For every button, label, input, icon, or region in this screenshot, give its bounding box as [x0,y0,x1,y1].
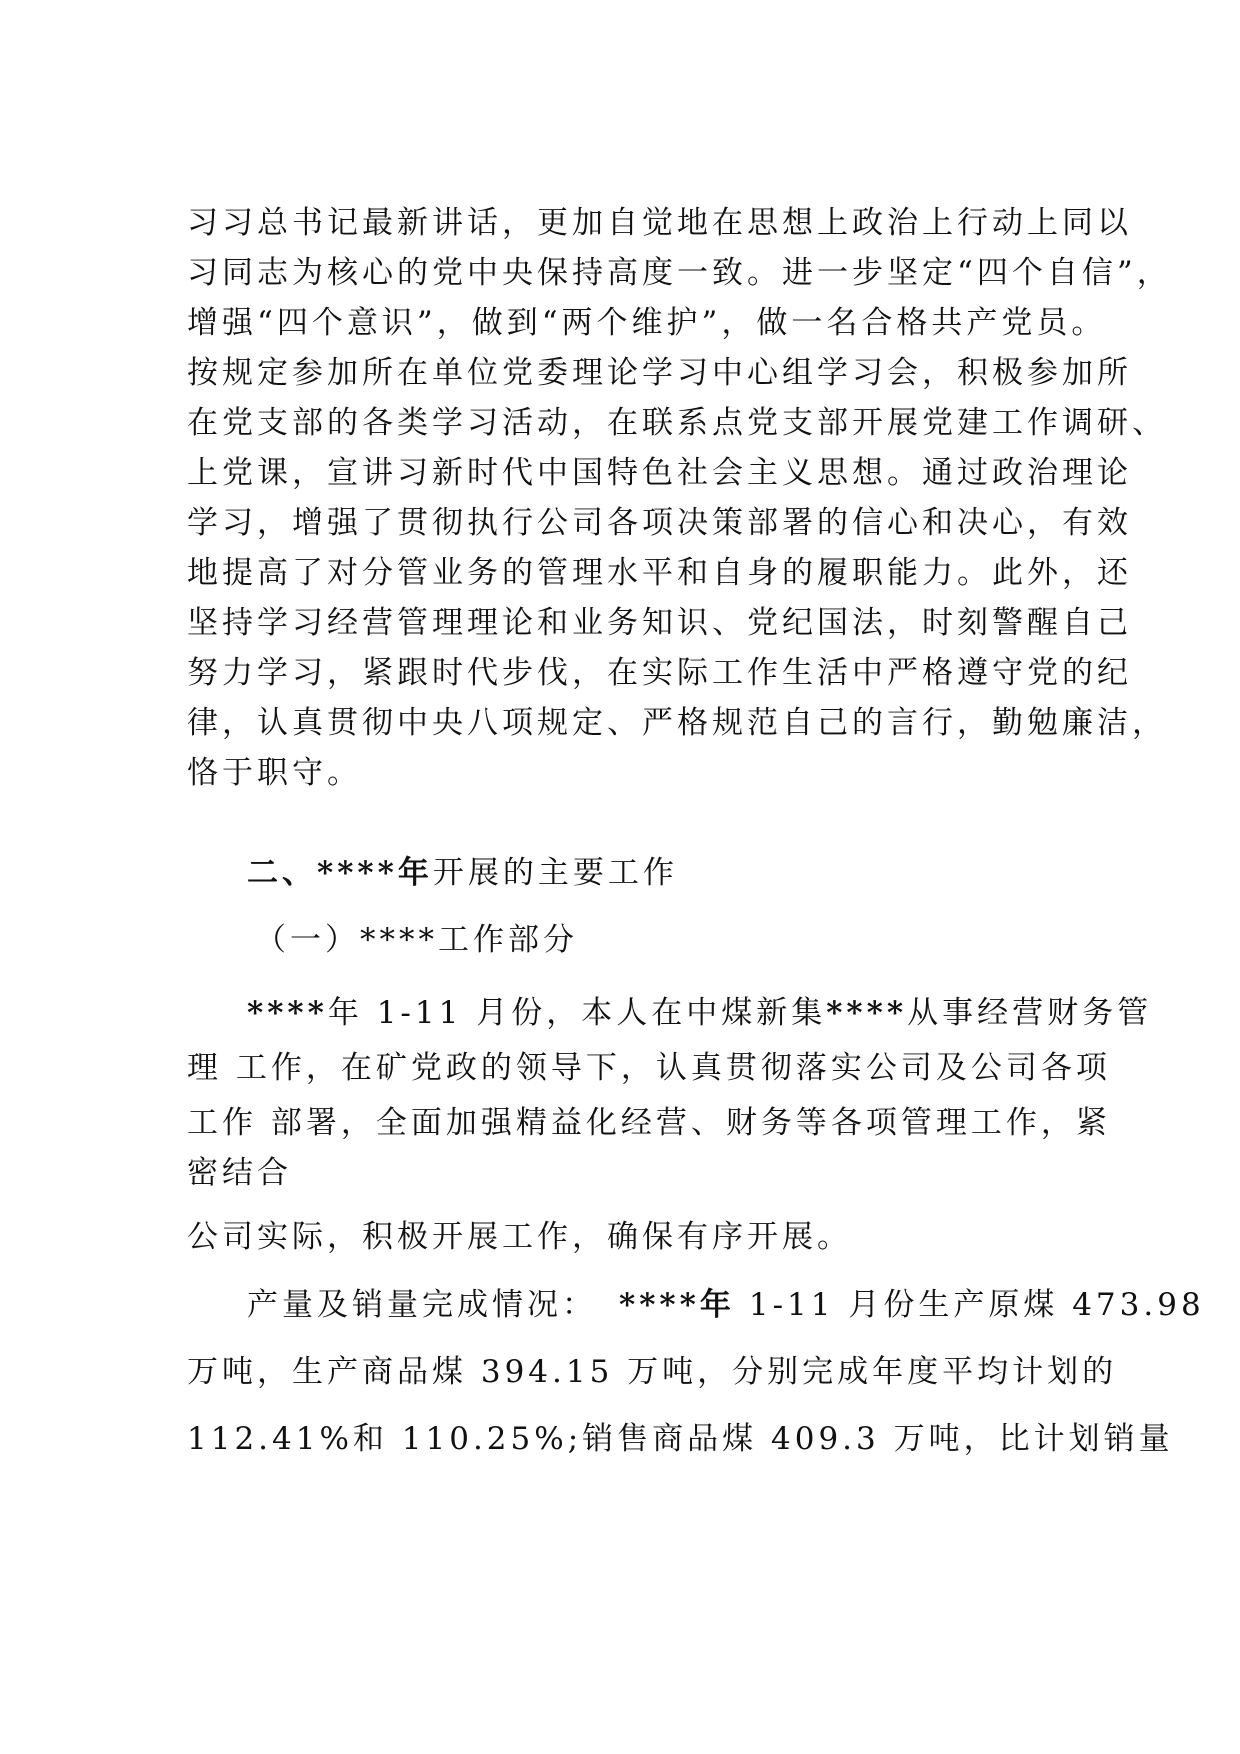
para2-text-2: 从事经营财务管 [907,995,1153,1031]
para3-line-3: 112.41%和 110.25%;销售商品煤 409.3 万吨，比计划销量 [187,1421,1174,1457]
section-heading-2-suffix: 开展的主要工作 [432,855,678,891]
para3-label: 产量及销量完成情况： [247,1287,597,1323]
section-heading-2-prefix: 二、****年 [247,855,433,891]
para2-text-1: 年 1-11 月份，本人在中煤新集 [327,995,827,1031]
para2-line-4: 密结合 [187,1155,292,1191]
para2-line-1 [247,993,1152,1033]
para2-mask-2: **** [826,995,908,1031]
text-line-12: 恪于职守。 [187,755,362,791]
text-line-6: 上党课，宣讲习新时代中国特色社会主义思想。通过政治理论 [187,455,1132,491]
text-line-5: 在党支部的各类学习活动，在联系点党支部开展党建工作调研、 [187,405,1167,441]
subsection-heading: （一）****工作部分 [255,922,578,958]
para2-line-3: 工作 部署，全面加强精益化经营、财务等各项管理工作，紧 [187,1105,1111,1141]
para3-line-2: 万吨，生产商品煤 394.15 万吨，分别完成年度平均计划的 [187,1354,1118,1390]
text-line-2: 习同志为核心的党中央保持高度一致。进一步坚定“四个自信”， [187,255,1172,291]
para3-line-1 [247,1285,1205,1325]
section-heading-2 [247,853,678,893]
text-line-9: 坚持学习经营管理理论和业务知识、党纪国法，时刻警醒自己 [187,605,1132,641]
text-line-11: 律，认真贯彻中央八项规定、严格规范自己的言行，勤勉廉洁， [187,705,1167,741]
text-line-10: 努力学习，紧跟时代步伐，在实际工作生活中严格遵守党的纪 [187,655,1132,691]
para2-line-2: 理 工作，在矿党政的领导下，认真贯彻落实公司及公司各项 [187,1050,1111,1086]
text-line-1: 习习总书记最新讲话，更加自觉地在思想上政治上行动上同以 [187,205,1132,241]
text-line-3: 增强“四个意识”，做到“两个维护”，做一名合格共产党员。 [187,305,1107,341]
para2-mask-1: **** [247,995,328,1031]
para3-text-1: 1-11 月份生产原煤 473.98 [748,1287,1205,1323]
text-line-8: 地提高了对分管业务的管理水平和自身的履职能力。此外，还 [187,555,1132,591]
text-line-7: 学习，增强了贯彻执行公司各项决策部署的信心和决心，有效 [187,505,1132,541]
para2-line-5: 公司实际，积极开展工作，确保有序开展。 [187,1219,852,1255]
para3-year: ****年 [619,1287,735,1323]
text-line-4: 按规定参加所在单位党委理论学习中心组学习会，积极参加所 [187,355,1132,391]
